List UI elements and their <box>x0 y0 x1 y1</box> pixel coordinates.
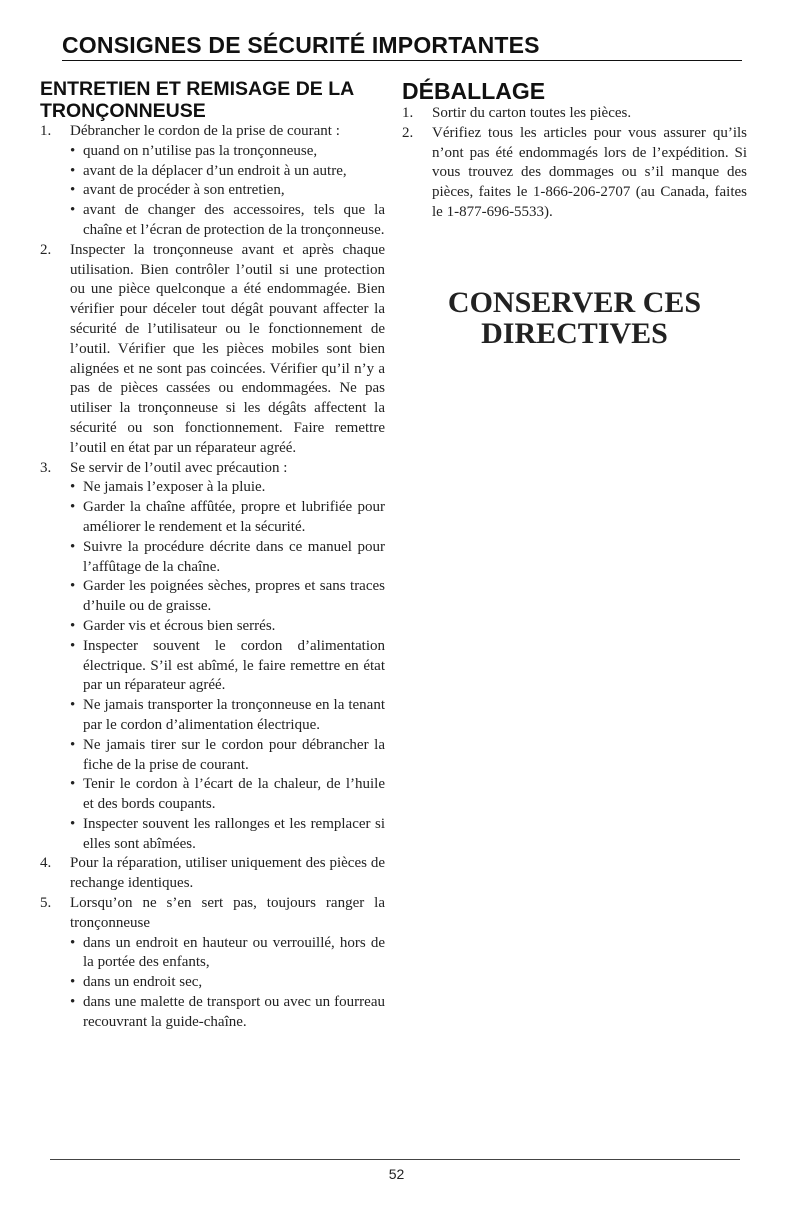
step-item <box>40 894 385 1033</box>
bullet-text: Garder vis et écrous bien serrés. <box>83 617 276 634</box>
step-item <box>40 854 385 894</box>
step-number: 5. <box>40 895 52 912</box>
bullet-item <box>70 775 385 815</box>
step-number: 2. <box>40 241 52 258</box>
step-item <box>40 241 385 459</box>
bullet-icon: • <box>70 776 76 793</box>
bullet-icon: • <box>70 934 76 951</box>
bullet-list <box>70 478 385 854</box>
step-item <box>40 459 385 855</box>
step-item <box>402 124 747 223</box>
bullet-text: Ne jamais l’exposer à la pluie. <box>83 479 266 496</box>
bullet-icon: • <box>70 479 76 496</box>
unpacking-steps <box>402 104 747 223</box>
bullet-item <box>70 181 385 201</box>
footer-rule <box>50 1159 740 1160</box>
step-item <box>402 104 747 124</box>
bullet-item <box>70 934 385 974</box>
bullet-text: Ne jamais tirer sur le cordon pour débrancher la fiche de la prise de courant. <box>83 736 385 773</box>
step-text: Se servir de l’outil avec précaution : <box>70 459 288 476</box>
step-text: Sortir du carton toutes les pièces. <box>432 105 632 121</box>
step-text: Inspecter la tronçonneuse avant et après chaque utilisation. Bien contrôler l’outil si une protection ou une pièce quelconque a été endommagée. Bien vérifier pour déceler tout dégât pouvant affecter la sécurité de l’utilisateur ou le fonctionnement de l’outil. Vérifier que les pièces mobiles sont bien alignées et ne sont pas coincées. Vérifier qu’il n’y a pas de pièces cassées ou endommagées. Ne pas utiliser la tronçonneuse si les dégâts affectent la sécurité ou son fonctionnement. Faire remettre l’outil en état par un réparateur agréé. <box>70 241 385 456</box>
bullet-icon: • <box>70 538 76 555</box>
bullet-text: avant de la déplacer d’un endroit à un autre, <box>83 162 347 179</box>
bullet-text: dans un endroit en hauteur ou verrouillé, hors de la portée des enfants, <box>83 934 385 971</box>
maintenance-title-line2: TRONÇONNEUSE <box>40 100 206 122</box>
bullet-item <box>70 696 385 736</box>
bullet-icon: • <box>70 499 76 516</box>
bullet-text: Garder les poignées sèches, propres et sans traces d’huile ou de graisse. <box>83 578 385 615</box>
bullet-text: avant de changer des accessoires, tels que la chaîne et l’écran de protection de la tronçonneuse. <box>83 202 385 238</box>
step-number: 2. <box>402 124 414 141</box>
bullet-item <box>70 201 385 241</box>
bullet-icon: • <box>70 182 76 199</box>
maintenance-title <box>40 78 385 122</box>
step-text: Lorsqu’on ne s’en sert pas, toujours ranger la tronçonneuse <box>70 895 385 931</box>
unpacking-column <box>402 78 747 349</box>
unpacking-title: DÉBALLAGE <box>402 78 546 104</box>
bullet-text: quand on n’utilise pas la tronçonneuse, <box>83 142 318 159</box>
bullet-item <box>70 478 385 498</box>
bullet-icon: • <box>70 162 76 179</box>
maintenance-title-line1: ENTRETIEN ET REMISAGE DE LA <box>40 78 355 100</box>
step-number: 3. <box>40 459 52 476</box>
step-item <box>40 122 385 241</box>
keep-instructions-line1: CONSERVER CES <box>447 285 702 319</box>
bullet-text: Inspecter souvent le cordon d’alimentation électrique. S’il est abîmé, le faire remettre en état par un réparateur agréé. <box>83 637 385 694</box>
step-text: Débrancher le cordon de la prise de courant : <box>70 123 340 139</box>
maintenance-steps <box>40 122 385 1033</box>
bullet-icon: • <box>70 617 76 634</box>
bullet-text: Inspecter souvent les rallonges et les remplacer si elles sont abîmées. <box>83 815 385 852</box>
bullet-text: Ne jamais transporter la tronçonneuse en la tenant par le cordon d’alimentation électrique. <box>83 697 385 733</box>
bullet-text: avant de procéder à son entretien, <box>83 182 285 199</box>
bullet-text: dans un endroit sec, <box>83 974 203 991</box>
bullet-item <box>70 498 385 538</box>
bullet-icon: • <box>70 815 76 832</box>
bullet-icon: • <box>70 994 76 1011</box>
bullet-item <box>70 736 385 776</box>
bullet-icon: • <box>70 202 76 219</box>
step-number: 1. <box>402 105 414 121</box>
keep-instructions-line2: DIRECTIVES <box>481 316 668 350</box>
bullet-text: Tenir le cordon à l’écart de la chaleur, de l’huile et des bords coupants. <box>83 776 385 813</box>
bullet-text: Garder la chaîne affûtée, propre et lubrifiée pour améliorer le rendement et la sécurité. <box>83 499 385 535</box>
bullet-icon: • <box>70 697 76 714</box>
bullet-item <box>70 637 385 696</box>
keep-instructions-title <box>402 287 747 349</box>
bullet-text: Suivre la procédure décrite dans ce manuel pour l’affûtage de la chaîne. <box>83 538 385 575</box>
bullet-icon: • <box>70 578 76 595</box>
bullet-text: dans une malette de transport ou avec un fourreau recouvrant la guide-chaîne. <box>83 994 385 1030</box>
bullet-item <box>70 617 385 637</box>
bullet-item <box>70 815 385 855</box>
bullet-item <box>70 538 385 578</box>
maintenance-column <box>40 78 385 1033</box>
bullet-icon: • <box>70 637 76 654</box>
bullet-list <box>70 142 385 241</box>
step-text: Vérifiez tous les articles pour vous assurer qu’ils n’ont pas été endommagés lors de l’expédition. Si vous trouvez des dommages ou s’il manque des pièces, faites le 1-866-206-2707 (au Canada, faites le 1-877-696-5533). <box>432 124 747 220</box>
bullet-list <box>70 934 385 1033</box>
bullet-item <box>70 142 385 162</box>
page-header: CONSIGNES DE SÉCURITÉ IMPORTANTES <box>62 32 742 61</box>
bullet-icon: • <box>70 974 76 991</box>
bullet-icon: • <box>70 736 76 753</box>
bullet-item <box>70 577 385 617</box>
step-number: 4. <box>40 855 52 872</box>
page-number: 52 <box>388 1166 405 1182</box>
step-text: Pour la réparation, utiliser uniquement des pièces de rechange identiques. <box>70 855 385 892</box>
bullet-item <box>70 973 385 993</box>
bullet-item <box>70 993 385 1033</box>
step-number: 1. <box>40 123 52 139</box>
bullet-icon: • <box>70 142 76 159</box>
bullet-item <box>70 162 385 182</box>
